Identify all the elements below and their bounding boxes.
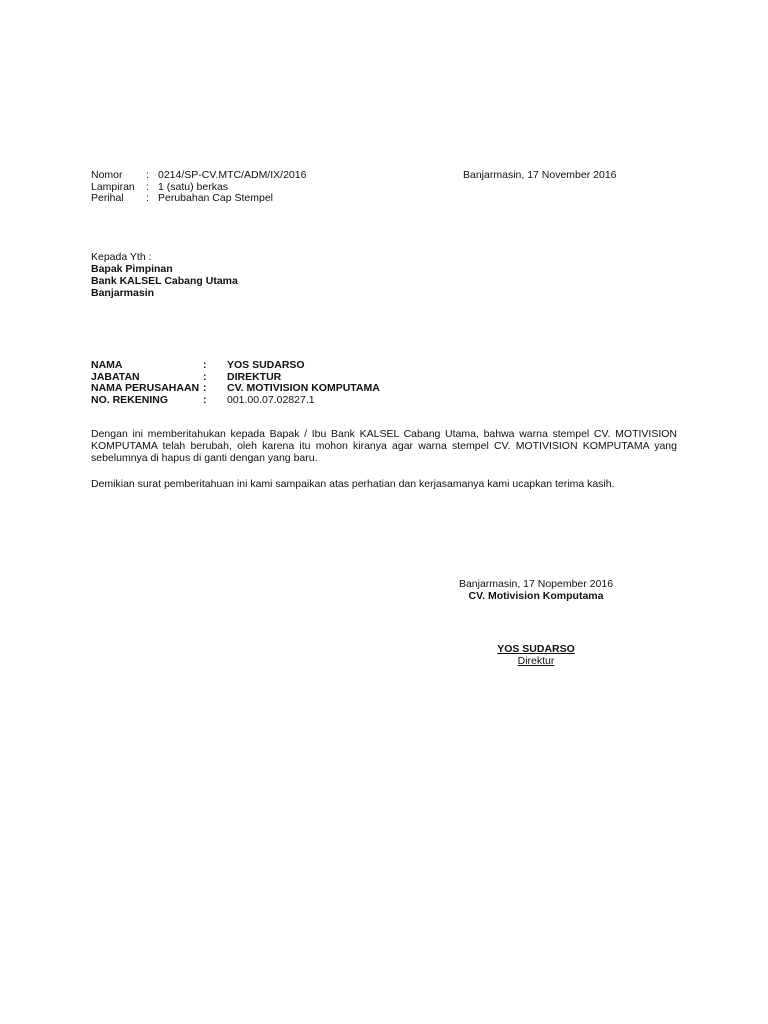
- identity-row: [91, 359, 380, 371]
- signatory-title: Direktur: [517, 655, 555, 667]
- signature-date: Banjarmasin, 17 Nopember 2016: [458, 578, 614, 590]
- meta-row-perihal: [91, 192, 306, 204]
- meta-separator: :: [146, 192, 149, 204]
- meta-label: Lampiran: [91, 180, 135, 193]
- identity-label: JABATAN: [91, 370, 140, 383]
- meta-value: 1 (satu) berkas: [158, 180, 229, 193]
- meta-row-nomor: [91, 169, 306, 181]
- meta-label: Perihal: [91, 192, 124, 204]
- identity-row: [91, 394, 380, 406]
- identity-value: DIREKTUR: [227, 370, 282, 383]
- recipient-salutation: Kepada Yth :: [91, 251, 152, 263]
- identity-row: [91, 382, 380, 394]
- identity-value: 001.00.07.02827.1: [227, 393, 315, 406]
- meta-separator: :: [146, 180, 149, 193]
- recipient-line: Banjarmasin: [91, 287, 155, 299]
- closing-paragraph: Demikian surat pemberitahuan ini kami sampaikan atas perhatian dan kerjasamanya kami ucapkan terima kasih.: [91, 478, 615, 490]
- letter-date: Banjarmasin, 17 November 2016: [463, 169, 617, 181]
- identity-label: NAMA: [91, 359, 123, 371]
- identity-row: [91, 371, 380, 383]
- meta-separator: :: [146, 169, 149, 181]
- signatory-name: YOS SUDARSO: [497, 643, 575, 655]
- meta-row-lampiran: [91, 181, 306, 193]
- meta-value: 0214/SP-CV.MTC/ADM/IX/2016: [158, 169, 307, 181]
- signature-company: CV. Motivision Komputama: [468, 590, 604, 602]
- body-paragraph: Dengan ini memberitahukan kepada Bapak / Ibu Bank KALSEL Cabang Utama, bahwa warna stempel CV. MOTIVISION KOMPUTAMA telah berubah, oleh karena itu mohon kiranya agar warna stempel CV. MOTIVISION KOMPUTAMA yang sebelumnya di hapus di ganti dengan yang baru.: [91, 428, 677, 464]
- letter-body: [91, 428, 677, 490]
- recipient-line: Bapak Pimpinan: [91, 263, 173, 275]
- identity-value: YOS SUDARSO: [227, 359, 305, 371]
- identity-separator: :: [203, 359, 207, 371]
- identity-separator: :: [203, 382, 207, 395]
- meta-value: Perubahan Cap Stempel: [158, 192, 273, 204]
- recipient-line: Bank KALSEL Cabang Utama: [91, 275, 238, 287]
- recipient-block: [91, 251, 238, 299]
- identity-label: NAMA PERUSAHAAN: [91, 382, 200, 395]
- identity-label: NO. REKENING: [91, 393, 169, 406]
- meta-label: Nomor: [91, 169, 123, 181]
- letter-meta: [91, 169, 306, 204]
- signature-block: [430, 578, 642, 667]
- identity-value: CV. MOTIVISION KOMPUTAMA: [227, 382, 380, 395]
- identity-separator: :: [203, 370, 207, 383]
- identity-block: [91, 359, 380, 405]
- identity-separator: :: [203, 393, 207, 406]
